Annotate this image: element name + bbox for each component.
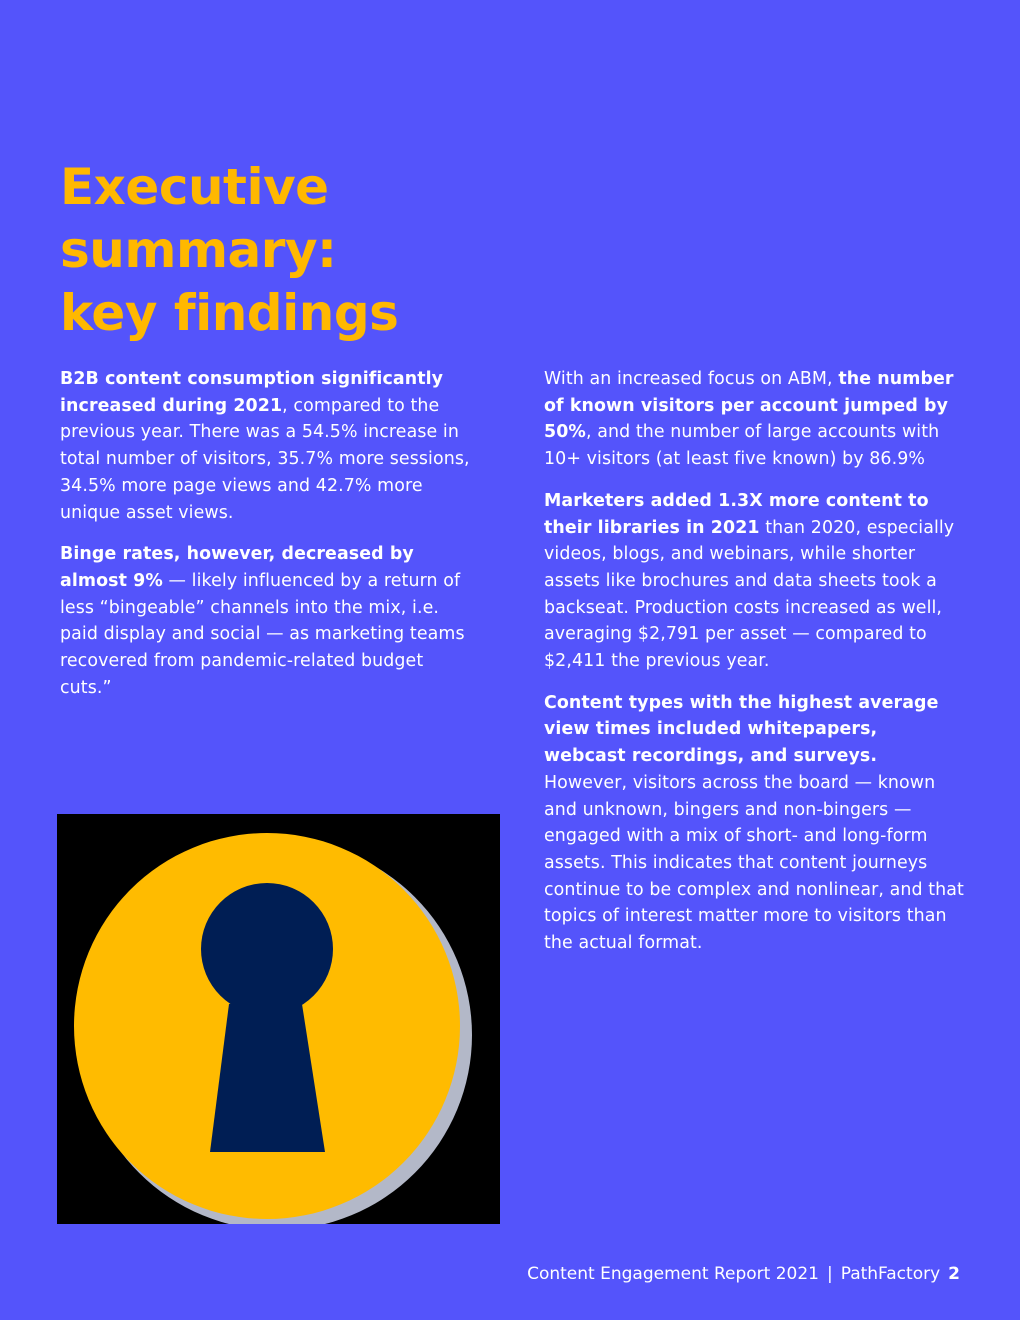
paragraph-content-added [544, 488, 964, 675]
keyhole-illustration [57, 814, 500, 1224]
paragraph-content-types [544, 690, 964, 957]
paragraph-text: , compared to the previous year. There was a 54.5% increase in total number of visitors, 35.7% more sessions, 34.5% more page views and 42.7% more unique asset views. [60, 395, 470, 523]
paragraph-content-consumption [60, 366, 480, 526]
page-number: 2 [948, 1264, 960, 1284]
page-title [60, 156, 398, 345]
footer-separator: | [826, 1264, 833, 1284]
title-line-3: key findings [60, 284, 399, 342]
left-column [60, 366, 480, 716]
paragraph-text: than 2020, especially videos, blogs, and webinars, while shorter assets like brochures and data sheets took a backseat. Production costs increased as well, averaging $2,791 per asset — compared to $2,411 the previous year. [544, 517, 955, 672]
page-footer [527, 1262, 960, 1286]
keyhole-icon [57, 814, 500, 1224]
title-line-2: summary: [60, 221, 337, 279]
paragraph-text: With an increased focus on ABM, [544, 369, 839, 389]
paragraph-text: — likely influenced by a return of less “bingeable” channels into the mix, i.e. paid display and social — as marketing teams recovered from pandemic-related budget cuts.” [60, 570, 465, 698]
footer-brand: PathFactory [840, 1264, 941, 1284]
footer-report-title: Content Engagement Report 2021 [527, 1264, 819, 1284]
paragraph-abm-visitors [544, 366, 964, 473]
paragraph-bold-lead: Marketers added 1.3X more content to their libraries in 2021 [544, 490, 929, 538]
paragraph-text: However, visitors across the board — known and unknown, bingers and non-bingers — engaged with a mix of short- and long-form assets. This indicates that content journeys continue to be complex and nonlinear, and that topics of interest matter more to visitors than the actual format. [544, 772, 964, 954]
paragraph-text: , and the number of large accounts with 10+ visitors (at least five known) by 86.9% [544, 422, 940, 470]
paragraph-binge-rates [60, 541, 480, 701]
paragraph-bold: the number of known visitors per account jumped by 50% [544, 369, 954, 443]
paragraph-bold-lead: B2B content consumption significantly increased during 2021 [60, 369, 444, 416]
paragraph-bold-lead: Binge rates, however, decreased by almost 9% [60, 544, 414, 591]
keyhole-top [201, 883, 333, 1015]
right-column [544, 366, 964, 972]
title-line-1: Executive [60, 158, 329, 216]
paragraph-bold-lead: Content types with the highest average view times included whitepapers, webcast recordings, and surveys. [544, 692, 939, 767]
